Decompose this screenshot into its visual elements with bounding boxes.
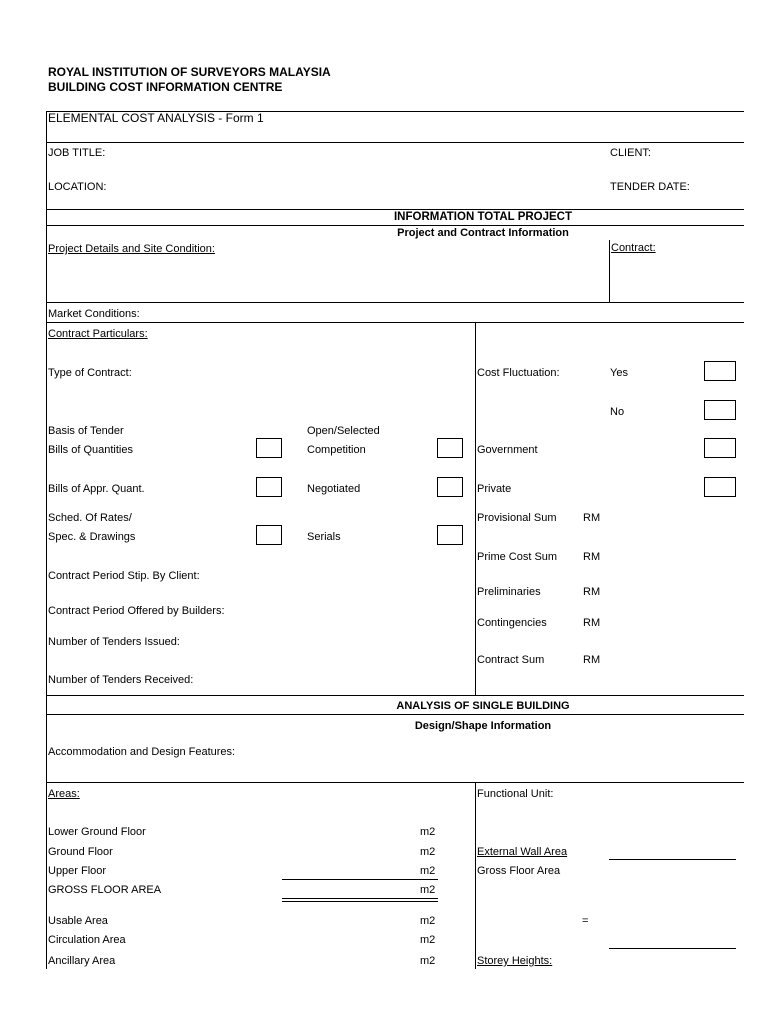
yes-label: Yes — [610, 367, 628, 379]
functional-unit-label: Functional Unit: — [477, 788, 554, 800]
preliminaries-label: Preliminaries — [477, 586, 541, 598]
type-of-contract-label: Type of Contract: — [48, 367, 132, 379]
bills-appr-quant-checkbox[interactable] — [256, 477, 282, 497]
form-left-border — [46, 111, 47, 969]
divider — [46, 225, 744, 226]
building-heading: ANALYSIS OF SINGLE BUILDING — [396, 700, 570, 712]
serials-label: Serials — [307, 531, 341, 543]
government-label: Government — [477, 444, 538, 456]
rm-label: RM — [583, 551, 601, 563]
form-title: ELEMENTAL COST ANALYSIS - Form 1 — [48, 111, 264, 125]
circulation-area-label: Circulation Area — [48, 934, 126, 946]
private-checkbox[interactable] — [704, 477, 736, 497]
negotiated-label: Negotiated — [307, 483, 361, 495]
competition-checkbox[interactable] — [437, 438, 463, 458]
bills-of-quantities-label: Bills of Quantities — [48, 444, 133, 456]
job-title-label: JOB TITLE: — [48, 147, 106, 159]
org-name: ROYAL INSTITUTION OF SURVEYORS MALAYSIA — [48, 65, 331, 79]
competition-label: Competition — [307, 444, 366, 456]
rm-label: RM — [583, 512, 601, 524]
result-line — [609, 948, 736, 949]
no-label: No — [610, 406, 625, 418]
market-conditions-label: Market Conditions: — [48, 308, 140, 320]
building-subheading: Design/Shape Information — [414, 720, 552, 732]
period-builders-label: Contract Period Offered by Builders: — [48, 605, 225, 617]
unit-m2: m2 — [420, 934, 436, 946]
serials-checkbox[interactable] — [437, 525, 463, 545]
rm-label: RM — [583, 586, 601, 598]
contract-particulars-label: Contract Particulars: — [48, 328, 148, 340]
sched-rates-checkbox[interactable] — [256, 525, 282, 545]
column-divider — [475, 782, 476, 969]
unit-m2: m2 — [420, 915, 436, 927]
divider — [46, 782, 744, 783]
equals-sign: = — [582, 915, 589, 927]
project-subheading: Project and Contract Information — [397, 227, 569, 239]
gross-floor-area-label: GROSS FLOOR AREA — [48, 884, 162, 896]
contract-sum-label: Contract Sum — [477, 654, 545, 666]
areas-label: Areas: — [48, 788, 80, 800]
tender-date-label: TENDER DATE: — [610, 181, 690, 193]
project-heading: INFORMATION TOTAL PROJECT — [393, 211, 573, 223]
rm-label: RM — [583, 617, 601, 629]
location-label: LOCATION: — [48, 181, 107, 193]
gross-floor-area-small-label: Gross Floor Area — [477, 865, 561, 877]
upper-floor-label: Upper Floor — [48, 865, 107, 877]
spec-drawings-label: Spec. & Drawings — [48, 531, 136, 543]
bills-of-quantities-checkbox[interactable] — [256, 438, 282, 458]
ratio-line — [609, 859, 736, 860]
storey-heights-label: Storey Heights: — [477, 955, 553, 967]
divider — [46, 714, 744, 715]
external-wall-area-label: External Wall Area — [477, 846, 568, 858]
divider — [46, 322, 744, 323]
basis-of-tender-label: Basis of Tender — [48, 425, 124, 437]
lower-ground-label: Lower Ground Floor — [48, 826, 146, 838]
cost-fluctuation-label: Cost Fluctuation: — [477, 367, 560, 379]
unit-m2: m2 — [420, 884, 436, 896]
contingencies-label: Contingencies — [477, 617, 547, 629]
rm-label: RM — [583, 654, 601, 666]
client-label: CLIENT: — [610, 147, 651, 159]
ground-floor-label: Ground Floor — [48, 846, 113, 858]
unit-m2: m2 — [420, 865, 436, 877]
unit-m2: m2 — [420, 826, 436, 838]
government-checkbox[interactable] — [704, 438, 736, 458]
period-client-label: Contract Period Stip. By Client: — [48, 570, 200, 582]
divider — [46, 302, 744, 303]
ancillary-area-label: Ancillary Area — [48, 955, 116, 967]
tenders-received-label: Number of Tenders Received: — [48, 674, 194, 686]
subtotal-line — [282, 879, 438, 880]
contract-column-divider — [609, 240, 610, 302]
divider — [46, 209, 744, 210]
bills-appr-quant-label: Bills of Appr. Quant. — [48, 483, 145, 495]
accommodation-label: Accommodation and Design Features: — [48, 746, 236, 758]
total-double-line — [282, 901, 438, 902]
project-details-label: Project Details and Site Condition: — [48, 243, 215, 255]
centre-name: BUILDING COST INFORMATION CENTRE — [48, 80, 283, 94]
divider — [46, 695, 744, 696]
prime-cost-sum-label: Prime Cost Sum — [477, 551, 558, 563]
unit-m2: m2 — [420, 846, 436, 858]
column-divider — [475, 322, 476, 695]
divider — [46, 142, 744, 143]
contract-label: Contract: — [611, 242, 656, 254]
open-selected-label: Open/Selected — [307, 425, 380, 437]
tenders-issued-label: Number of Tenders Issued: — [48, 636, 180, 648]
total-double-line — [282, 898, 438, 899]
provisional-sum-label: Provisional Sum — [477, 512, 557, 524]
no-checkbox[interactable] — [704, 400, 736, 420]
yes-checkbox[interactable] — [704, 361, 736, 381]
private-label: Private — [477, 483, 512, 495]
usable-area-label: Usable Area — [48, 915, 108, 927]
unit-m2: m2 — [420, 955, 436, 967]
sched-of-rates-label: Sched. Of Rates/ — [48, 512, 132, 524]
negotiated-checkbox[interactable] — [437, 477, 463, 497]
